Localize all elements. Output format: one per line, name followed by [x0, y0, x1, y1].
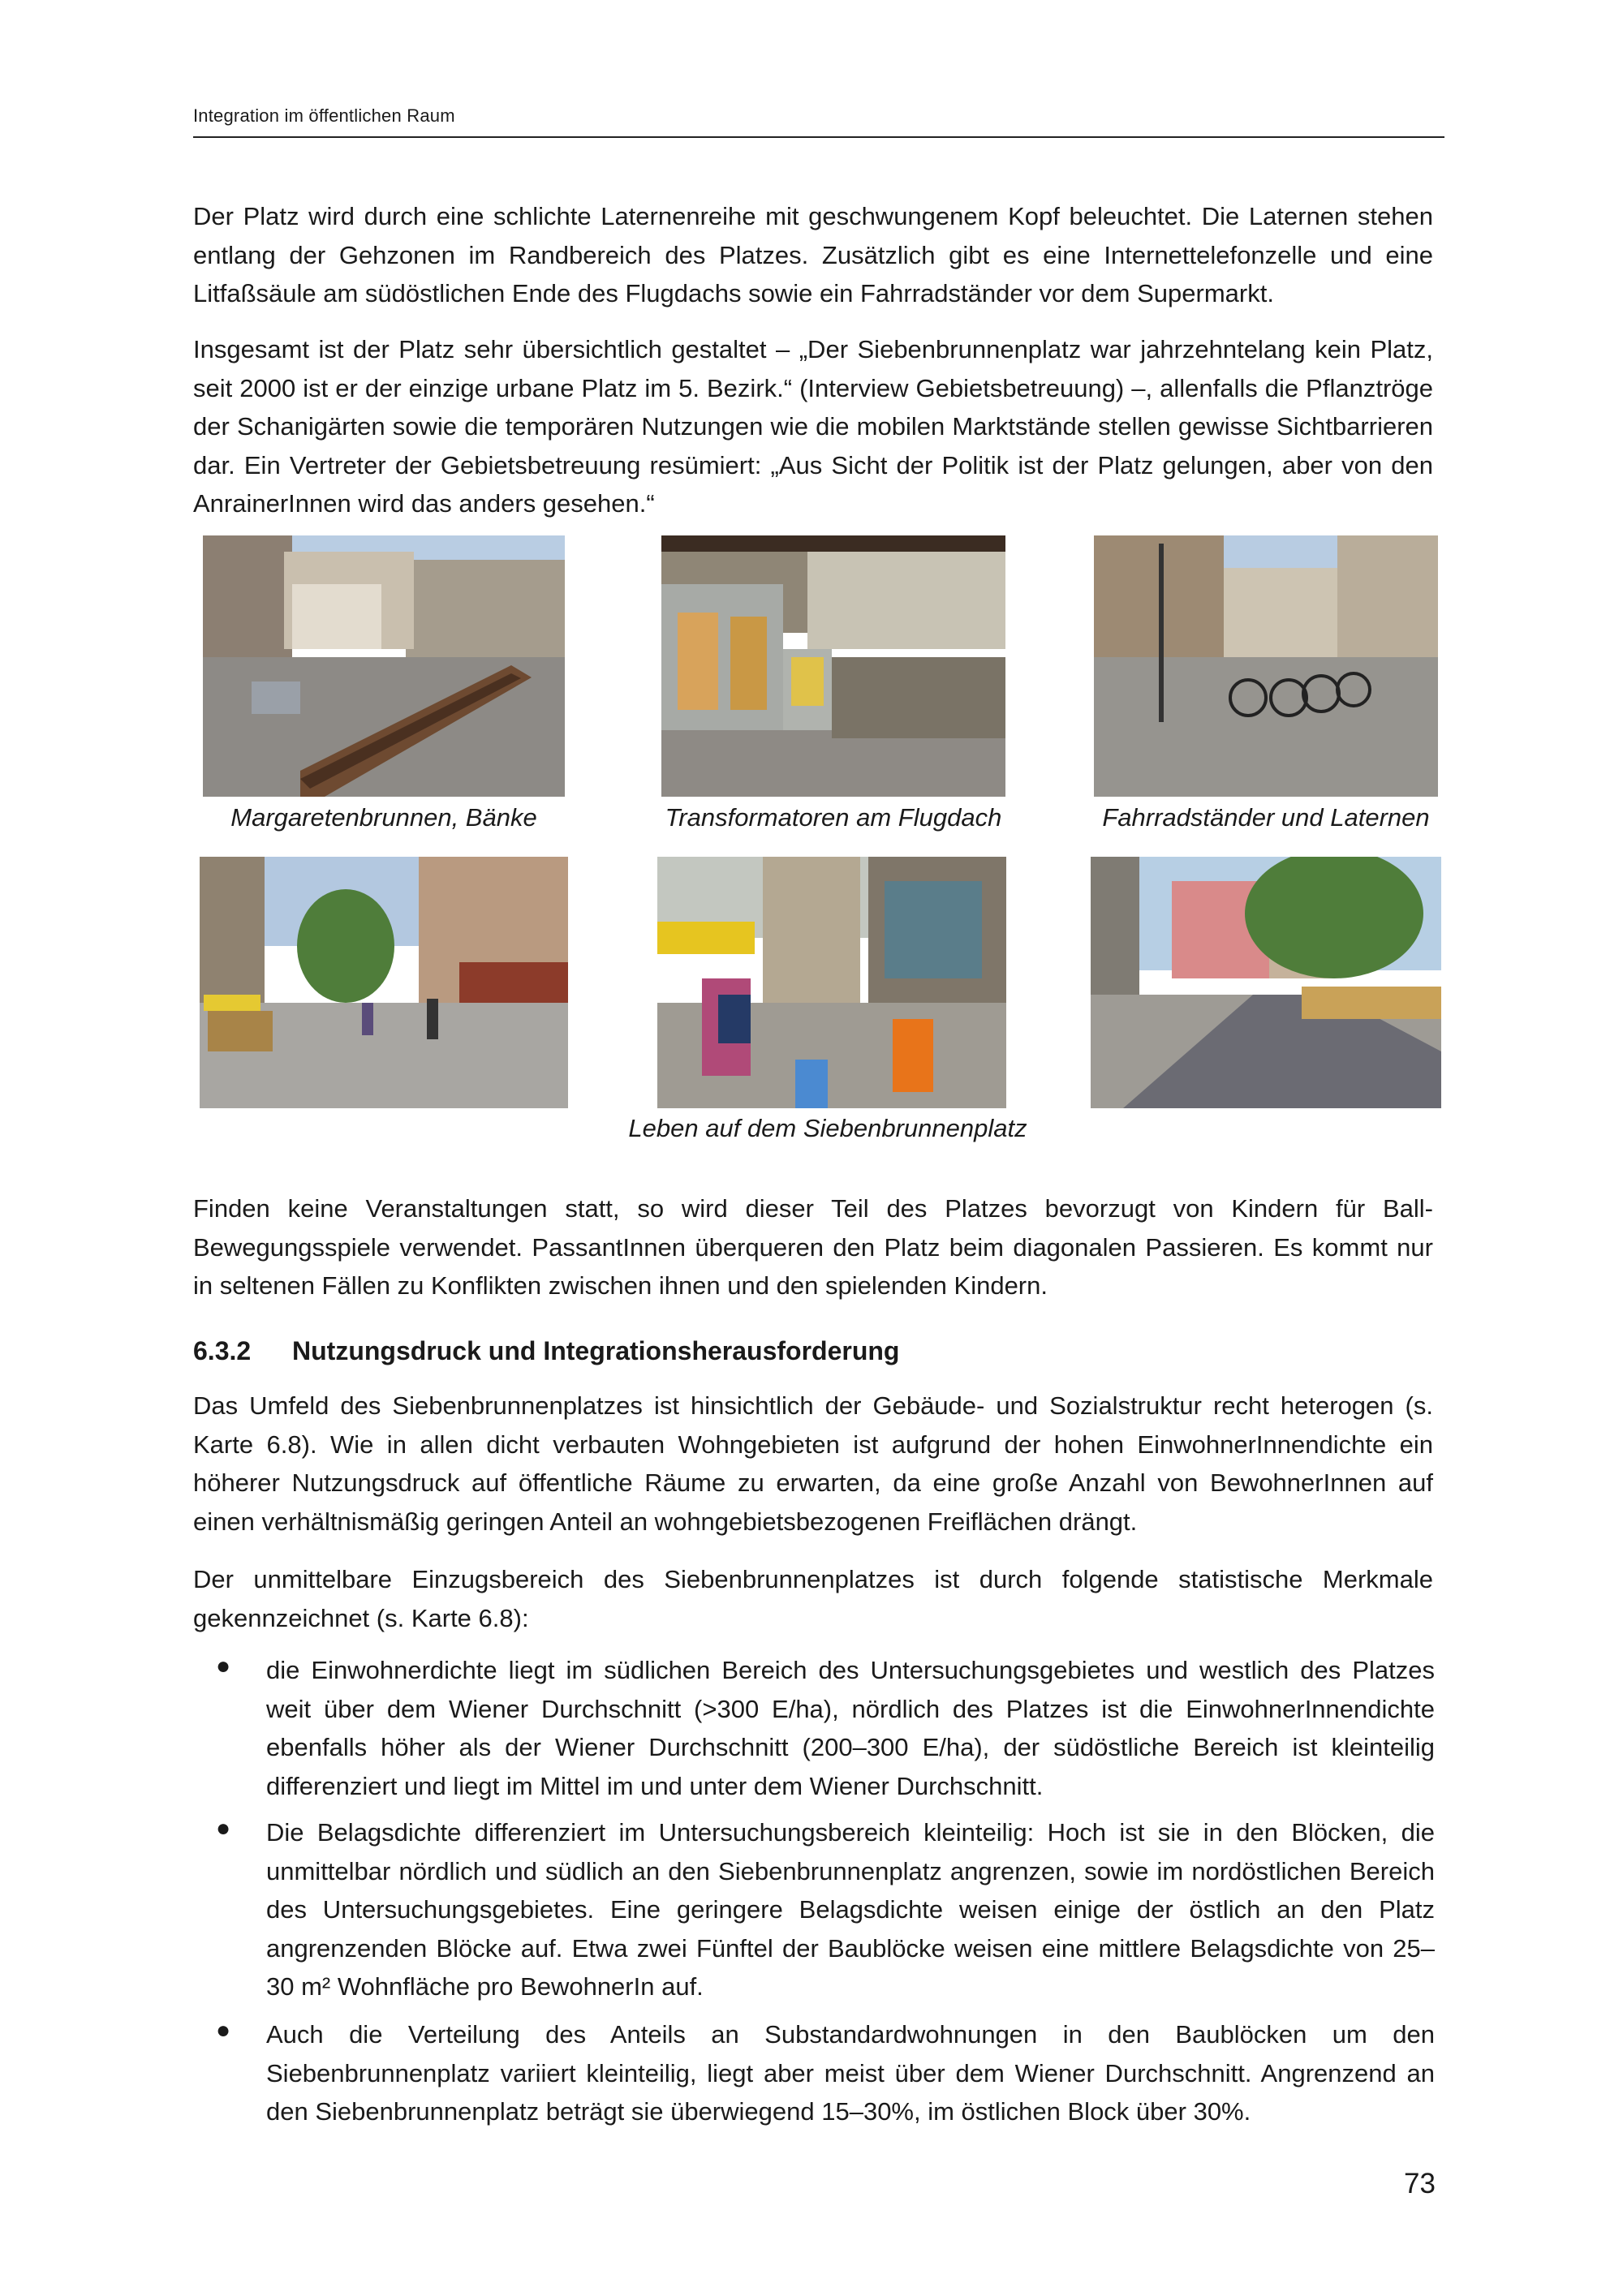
list-item	[193, 1813, 1443, 2016]
list-item	[193, 2015, 1443, 2137]
section-heading	[193, 1336, 899, 1366]
photo-leben-3	[1091, 857, 1441, 1108]
page-number: 73	[1404, 2168, 1436, 2199]
list-item-text: Auch die Verteilung des Anteils an Substandardwohnungen in den Baublöcken um den Siebenbrunnenplatz variiert kleinteilig, liegt aber meist über dem Wiener Durchschnitt. Angrenzend an den Siebenbrunnenplatz beträgt sie überwiegend 15–30%, im östlichen Block über 30%.	[266, 2020, 1435, 2126]
running-header: Integration im öffentlichen Raum	[193, 105, 455, 126]
list-item-text: Die Belagsdichte differenziert im Untersuchungsbereich kleinteilig: Hoch ist sie in den Blöcken, die unmittelbar nördlich und südlich an den Siebenbrunnenplatz angrenzen, sowie im nordöstlichen Bereich des Untersuchungsgebietes. Eine geringere Belagsdichte weisen einige der östlich an den Platz angrenzenden Blöcke auf. Etwa zwei Fünftel der Baublöcke weisen eine mittlere Belagsdichte von 25–30 m² Wohnfläche pro BewohnerIn auf.	[266, 1818, 1435, 2001]
photo-leben-2	[657, 857, 1006, 1108]
caption-photo-3: Fahrradständer und Laternen	[1102, 803, 1430, 832]
list-item-text: die Einwohnerdichte liegt im südlichen Bereich des Untersuchungsgebietes und westlich des Platzes weit über dem Wiener Durchschnitt (>300 E/ha), nördlich des Platzes ist die EinwohnerInnendichte ebenfalls höher als der Wiener Durchschnitt (200–300 E/ha), der südöstliche Bereich ist kleinteilig differenziert und liegt im Mittel im und unter dem Wiener Durchschnitt.	[266, 1656, 1435, 1800]
bullet-icon: ●	[216, 1815, 231, 1842]
caption-photo-row-2: Leben auf dem Siebenbrunnenplatz	[628, 1114, 1027, 1142]
header-rule	[193, 136, 1444, 138]
photo-leben-1	[200, 857, 568, 1108]
paragraph-environment: Das Umfeld des Siebenbrunnenplatzes ist hinsichtlich der Gebäude- und Sozialstruktur recht heterogen (s. Karte 6.8). Wie in allen dicht verbauten Wohngebieten ist aufgrund der hohen EinwohnerInnendichte ein höherer Nutzungsdruck auf öffentliche Räume zu erwarten, da eine große Anzahl von BewohnerInnen auf einen verhältnismäßig geringen Anteil an wohngebietsbezogenen Freiflächen drängt.	[193, 1391, 1433, 1536]
photo-fahrradstaender	[1094, 535, 1438, 797]
photo-transformatoren	[661, 535, 1005, 797]
paragraph-lighting: Der Platz wird durch eine schlichte Laternenreihe mit geschwungenem Kopf beleuchtet. Die Laternen stehen entlang der Gehzonen im Randbereich des Platzes. Zusätzlich gibt es eine Internettelefonzelle und eine Litfaßsäule am südöstlichen Ende des Flugdachs sowie ein Fahrradständer vor dem Supermarkt.	[193, 202, 1433, 307]
paragraph-catchment: Der unmittelbare Einzugsbereich des Siebenbrunnenplatzes ist durch folgende statistische Merkmale gekennzeichnet (s. Karte 6.8):	[193, 1565, 1433, 1632]
bullet-icon: ●	[216, 2017, 231, 2044]
paragraph-overview: Insgesamt ist der Platz sehr übersichtlich gestaltet – „Der Siebenbrunnenplatz war jahrzehntelang kein Platz, seit 2000 ist er der einzige urbane Platz im 5. Bezirk.“ (Interview Gebietsbetreuung) –, allenfalls die Pflanztröge der Schanigärten sowie die temporären Nutzungen wie die mobilen Marktstände stellen gewisse Sichtbarrieren dar. Ein Vertreter der Gebietsbetreuung resümiert: „Aus Sicht der Politik ist der Platz gelungen, aber von den AnrainerInnen wird das anders gesehen.“	[193, 335, 1433, 518]
paragraph-ball-games: Finden keine Veranstaltungen statt, so wird dieser Teil des Platzes bevorzugt von Kindern für Ball-Bewegungsspiele verwendet. PassantInnen überqueren den Platz beim diagonalen Passieren. Es kommt nur in seltenen Fällen zu Konflikten zwischen ihnen und den spielenden Kindern.	[193, 1194, 1433, 1300]
caption-photo-1: Margaretenbrunnen, Bänke	[230, 803, 537, 832]
photo-margaretenbrunnen	[203, 535, 565, 797]
section-title: Nutzungsdruck und Integrationsherausforderung	[292, 1336, 900, 1365]
bullet-icon: ●	[216, 1653, 231, 1679]
list-item	[193, 1651, 1443, 1813]
caption-photo-2: Transformatoren am Flugdach	[665, 803, 1002, 832]
section-number: 6.3.2	[193, 1336, 252, 1365]
